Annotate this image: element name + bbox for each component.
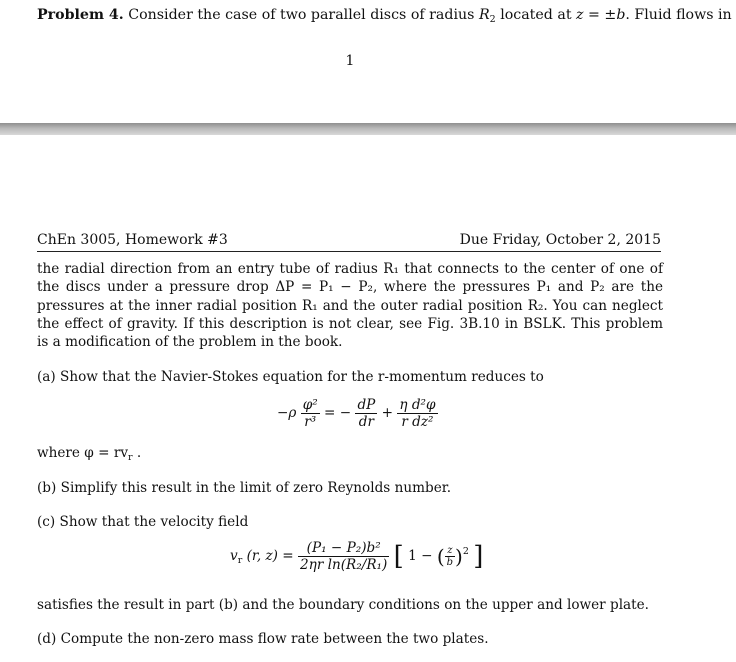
eq2-one-minus: 1 − — [408, 548, 433, 564]
tail-text: . Fluid flows in — [625, 7, 732, 23]
velocity-equation — [230, 540, 483, 573]
eq1-lhs-prefix: −ρ — [277, 405, 297, 421]
course-header: ChEn 3005, Homework #3 — [37, 232, 228, 248]
part-b-text: (b) Simplify this result in the limit of zero Reynolds number. — [37, 480, 452, 496]
eq2-bracket-open: [ — [393, 541, 404, 572]
part-c-text: (c) Show that the velocity field — [37, 514, 249, 530]
eq2-paren-close: ) — [455, 544, 463, 569]
page-number: 1 — [345, 53, 355, 69]
momentum-equation — [277, 397, 438, 430]
problem-paragraph: the radial direction from an entry tube of radius R₁ that connects to the center of one of the discs under a pressure drop ΔP = P₁ − P₂, where the pressures P₁ and P₂ are the pressures at the inner radial position R₁ and the outer radial position R₂. You can neglect the effect of gravity. If this description is not clear, see Fig. 3B.10 in BSLK. This problem is a modification of the problem in the book. — [37, 261, 663, 351]
where-subscript: r — [128, 452, 133, 463]
eq2-numerator: (P₁ − P₂)b² — [298, 540, 389, 557]
part-c-satisfies: satisfies the result in part (b) and the boundary conditions on the upper and lower plate. — [37, 597, 649, 613]
eq2-paren-open: ( — [436, 544, 445, 569]
eq2-inner-denominator: b — [446, 557, 454, 568]
header-rule — [37, 251, 661, 252]
page-separator — [0, 123, 736, 135]
radius-symbol: R — [478, 7, 490, 23]
previous-page-fragment — [0, 0, 736, 123]
eq2-lhs-subscript: r — [237, 555, 243, 566]
where-text: where φ = rv — [37, 445, 129, 461]
eq2-inner-numerator: z — [445, 545, 455, 557]
eq2-lhs-args: (r, z) = — [246, 548, 294, 564]
eq1-rhs2-denominator: r dz² — [401, 414, 434, 430]
eq1-plus: + — [381, 405, 394, 421]
eq1-rhs1-numerator: dP — [357, 397, 376, 413]
eq1-lhs-fraction — [301, 397, 320, 430]
eq1-rhs2-numerator: η d²φ — [399, 397, 436, 413]
eq2-lhs: v — [230, 548, 238, 564]
due-date-header: Due Friday, October 2, 2015 — [459, 232, 661, 248]
eq2-power: 2 — [462, 546, 469, 557]
eq2-bracket-close: ] — [473, 541, 484, 572]
eq2-denominator: 2ηr ln(R₂/R₁) — [300, 557, 388, 573]
radius-subscript: 2 — [489, 14, 496, 25]
part-a-text: (a) Show that the Navier-Stokes equation for the r-momentum reduces to — [37, 369, 544, 385]
z-expression: z = ±b — [576, 7, 626, 23]
eq1-viscous-fraction — [397, 397, 437, 430]
eq1-rhs1-denominator: dr — [358, 414, 374, 430]
problem-statement-line — [37, 7, 732, 25]
problem-label: Problem 4. — [37, 7, 124, 23]
eq1-equals: = − — [324, 405, 352, 421]
located-text: located at — [500, 7, 572, 23]
eq1-pressure-fraction — [355, 397, 377, 430]
eq2-inner-fraction — [445, 545, 455, 568]
where-definition — [37, 445, 141, 463]
problem-intro: Consider the case of two parallel discs of radius — [128, 7, 475, 23]
where-tail: . — [132, 445, 142, 461]
part-d-text: (d) Compute the non-zero mass flow rate between the two plates. — [37, 631, 489, 647]
eq2-main-fraction — [298, 540, 389, 573]
eq1-lhs-denominator: r³ — [304, 414, 317, 430]
eq1-lhs-numerator: φ² — [302, 397, 318, 413]
current-page — [0, 135, 736, 662]
